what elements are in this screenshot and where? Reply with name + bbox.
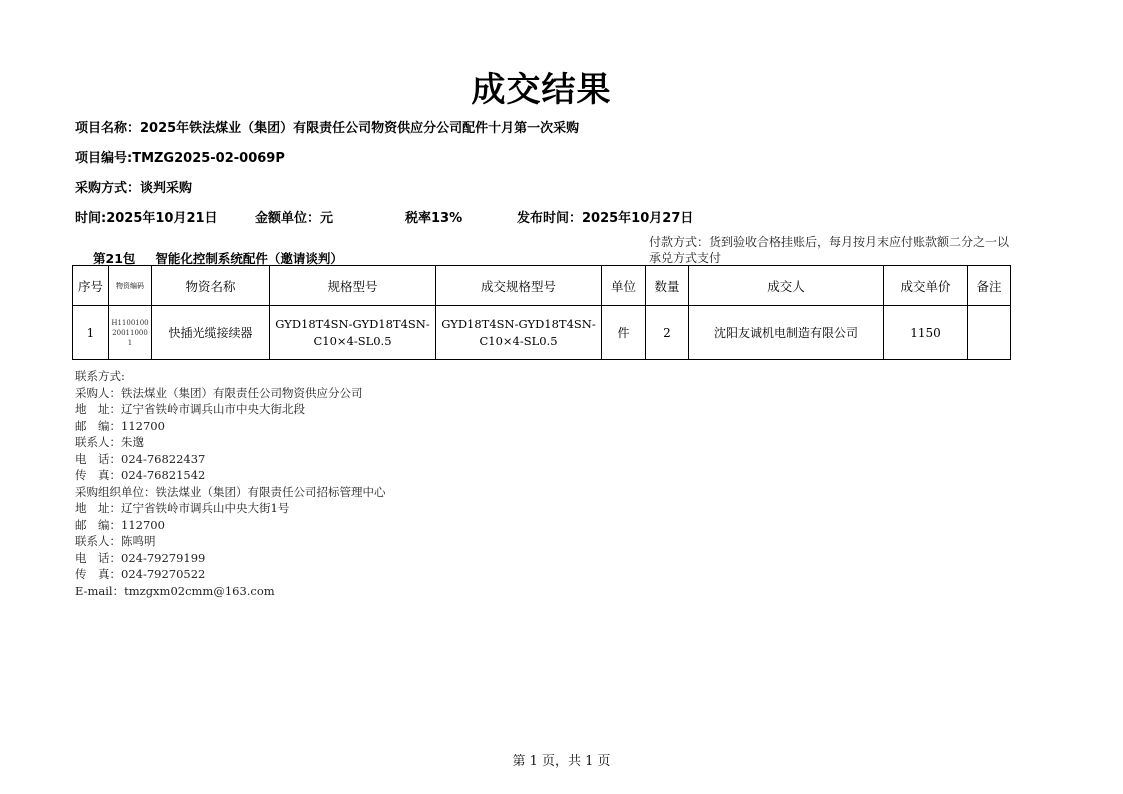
contact-line: 电 话：024-76822437 bbox=[75, 451, 206, 466]
cell-quantity: 2 bbox=[646, 306, 689, 360]
page-footer: 第 1 页，共 1 页 bbox=[512, 754, 611, 769]
contact-line: 电 话：024-79279199 bbox=[75, 550, 206, 565]
cell-spec: GYD18T4SN-GYD18T4SN-C10×4-SL0.5 bbox=[270, 306, 436, 360]
contact-email: E-mail：tmzgxm02cmm@163.com bbox=[75, 583, 275, 598]
package-number: 第21包 bbox=[93, 251, 136, 266]
contact-line: 地 址：辽宁省铁岭市调兵山市中央大街北段 bbox=[75, 402, 305, 416]
package-name: 智能化控制系统配件（邀请谈判） bbox=[155, 251, 343, 266]
header-unit: 单位 bbox=[602, 266, 646, 306]
contact-line: 传 真：024-76821542 bbox=[75, 468, 206, 482]
project-name: 项目名称：2025年铁法煤业（集团）有限责任公司物资供应分公司配件十月第一次采购 bbox=[75, 121, 580, 136]
contact-line: 邮 编：112700 bbox=[75, 517, 165, 532]
payment-terms: 付款方式：货到验收合格挂账后，每月按月末应付账款额二分之一以承兑方式支付 bbox=[649, 235, 1010, 265]
tax-rate: 税率13% bbox=[405, 211, 463, 226]
contact-line: 传 真：024-79270522 bbox=[75, 567, 206, 581]
procurement-method: 采购方式：谈判采购 bbox=[75, 181, 193, 196]
cell-material-name: 快插光缆接续器 bbox=[152, 306, 270, 360]
contact-line: 联系人：陈鸣明 bbox=[75, 534, 156, 548]
currency-unit: 金额单位：元 bbox=[255, 211, 334, 226]
cell-unit-price: 1150 bbox=[884, 306, 968, 360]
header-deal-spec: 成交规格型号 bbox=[436, 266, 602, 306]
contact-heading: 联系方式: bbox=[75, 369, 125, 383]
cell-remark bbox=[968, 306, 1011, 360]
project-number: 项目编号:TMZG2025-02-0069P bbox=[75, 151, 285, 166]
contact-line: 地 址：辽宁省铁岭市调兵山中央大街1号 bbox=[75, 501, 290, 515]
contact-line: 采购人：铁法煤业（集团）有限责任公司物资供应分公司 bbox=[75, 385, 363, 400]
header-material-code: 物资编码 bbox=[109, 266, 152, 306]
header-unit-price: 成交单价 bbox=[884, 266, 968, 306]
contact-line: 采购组织单位：铁法煤业（集团）有限责任公司招标管理中心 bbox=[75, 484, 386, 499]
header-material-name: 物资名称 bbox=[152, 266, 270, 306]
cell-unit: 件 bbox=[602, 306, 646, 360]
cell-deal-spec: GYD18T4SN-GYD18T4SN-C10×4-SL0.5 bbox=[436, 306, 602, 360]
contact-line: 联系人：朱邈 bbox=[75, 435, 144, 449]
header-supplier: 成交人 bbox=[689, 266, 884, 306]
table-header-row bbox=[73, 266, 1011, 306]
header-quantity: 数量 bbox=[646, 266, 689, 306]
header-spec: 规格型号 bbox=[270, 266, 436, 306]
publish-time: 发布时间：2025年10月27日 bbox=[517, 211, 694, 226]
info-line bbox=[75, 207, 975, 225]
result-table bbox=[72, 265, 1011, 360]
cell-material-code: H1100100200110001 bbox=[109, 306, 152, 360]
cell-supplier: 沈阳友诚机电制造有限公司 bbox=[689, 306, 884, 360]
contact-info bbox=[75, 368, 386, 599]
deal-time: 时间:2025年10月21日 bbox=[75, 211, 218, 226]
header-remark: 备注 bbox=[968, 266, 1011, 306]
table-row bbox=[73, 306, 1011, 360]
cell-seq: 1 bbox=[73, 306, 109, 360]
header-seq: 序号 bbox=[73, 266, 109, 306]
page-title: 成交结果 bbox=[471, 70, 612, 110]
contact-line: 邮 编：112700 bbox=[75, 418, 165, 433]
